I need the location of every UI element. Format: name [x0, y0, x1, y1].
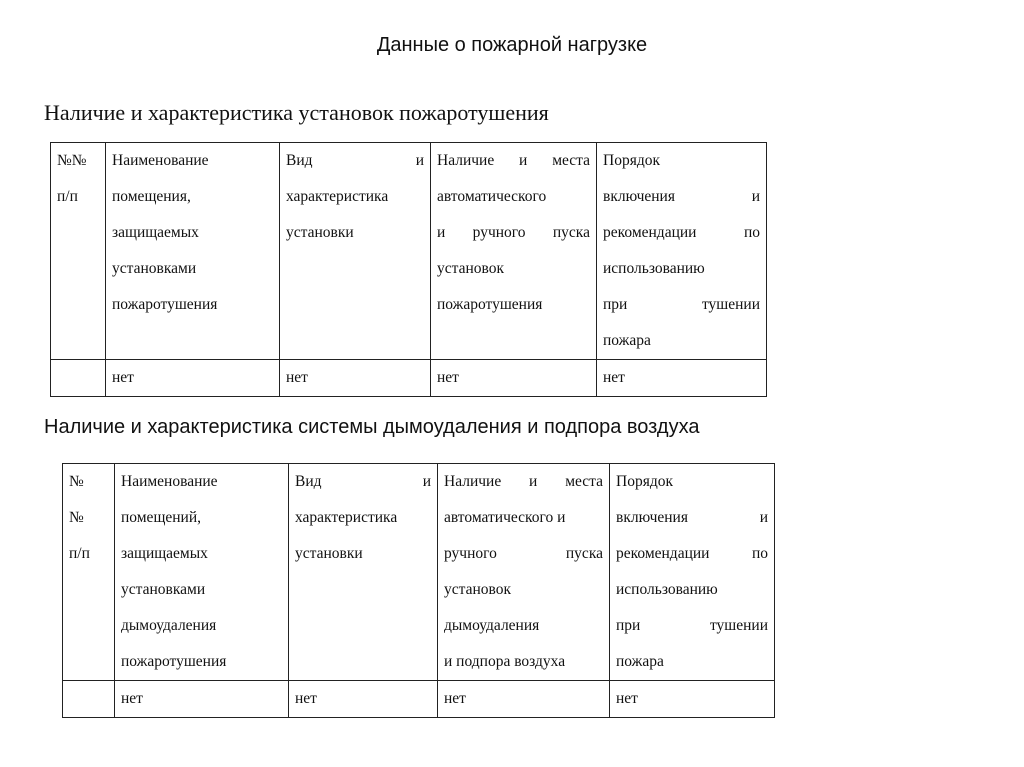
header-line: защищаемых — [121, 545, 208, 562]
header-line: п/п — [69, 545, 90, 562]
cell-start-places: нет — [438, 681, 610, 718]
header-installation-type — [289, 464, 438, 681]
header-line: использованию — [616, 581, 718, 598]
header-line: рекомендации по — [616, 545, 768, 562]
header-line: дымоудаления — [444, 617, 540, 634]
header-line: установками — [112, 260, 197, 277]
table-row — [51, 360, 767, 397]
header-line: пожара — [616, 653, 664, 670]
cell-room-name: нет — [106, 360, 280, 397]
header-line: пожаротушения — [437, 296, 543, 313]
header-room-name — [106, 143, 280, 360]
header-line: пожаротушения — [121, 653, 227, 670]
header-line: рекомендации по — [603, 224, 760, 241]
cell-num — [63, 681, 115, 718]
cell-room-name: нет — [115, 681, 289, 718]
slide-title: Данные о пожарной нагрузке — [376, 34, 648, 56]
header-start-places — [438, 464, 610, 681]
cell-installation-type: нет — [289, 681, 438, 718]
header-line: ручного пуска — [444, 545, 603, 562]
smoke-removal-table — [62, 463, 775, 718]
table-header-row — [51, 143, 767, 360]
header-line: пожара — [603, 332, 651, 349]
cell-start-places: нет — [431, 360, 597, 397]
cell-activation-order: нет — [597, 360, 767, 397]
header-line: установки — [286, 224, 354, 241]
header-line: Вид и — [286, 152, 424, 169]
header-line: Порядок — [603, 152, 660, 169]
header-line: Вид и — [295, 473, 431, 490]
header-line: № — [69, 509, 84, 526]
section-title-fire-suppression: Наличие и характеристика установок пожаротушения — [44, 100, 549, 125]
cell-num — [51, 360, 106, 397]
header-line: Наименование — [121, 473, 218, 490]
header-line: № — [69, 473, 84, 490]
header-activation-order — [610, 464, 775, 681]
header-line: №№ — [57, 152, 87, 169]
header-line: установки — [295, 545, 363, 562]
header-line: характеристика — [295, 509, 398, 526]
header-line: пожаротушения — [112, 296, 218, 313]
header-line: помещения, — [112, 188, 191, 205]
header-line: включения и — [603, 188, 760, 205]
header-line: п/п — [57, 188, 78, 205]
header-line: Наименование — [112, 152, 209, 169]
header-installation-type — [280, 143, 431, 360]
header-num — [51, 143, 106, 360]
header-activation-order — [597, 143, 767, 360]
header-line: Наличие и места — [437, 152, 590, 169]
header-line: и ручного пуска — [437, 224, 590, 241]
header-line: включения и — [616, 509, 768, 526]
table-row — [63, 681, 775, 718]
header-line: установками — [121, 581, 206, 598]
header-line: автоматического и — [444, 509, 566, 526]
header-line: Порядок — [616, 473, 673, 490]
cell-activation-order: нет — [610, 681, 775, 718]
header-num — [63, 464, 115, 681]
fire-suppression-table — [50, 142, 767, 397]
header-line: использованию — [603, 260, 705, 277]
header-line: Наличие и места — [444, 473, 603, 490]
header-line: автоматического — [437, 188, 547, 205]
header-line: при тушении — [603, 296, 760, 313]
header-line: и подпора воздуха — [444, 653, 566, 670]
header-line: установок — [444, 581, 512, 598]
section-title-smoke-removal: Наличие и характеристика системы дымоудаления и подпора воздуха — [44, 416, 700, 438]
header-line: помещений, — [121, 509, 202, 526]
table-header-row — [63, 464, 775, 681]
header-line: характеристика — [286, 188, 389, 205]
cell-installation-type: нет — [280, 360, 431, 397]
header-start-places — [431, 143, 597, 360]
header-line: защищаемых — [112, 224, 199, 241]
header-line: установок — [437, 260, 505, 277]
header-room-name — [115, 464, 289, 681]
header-line: при тушении — [616, 617, 768, 634]
header-line: дымоудаления — [121, 617, 217, 634]
